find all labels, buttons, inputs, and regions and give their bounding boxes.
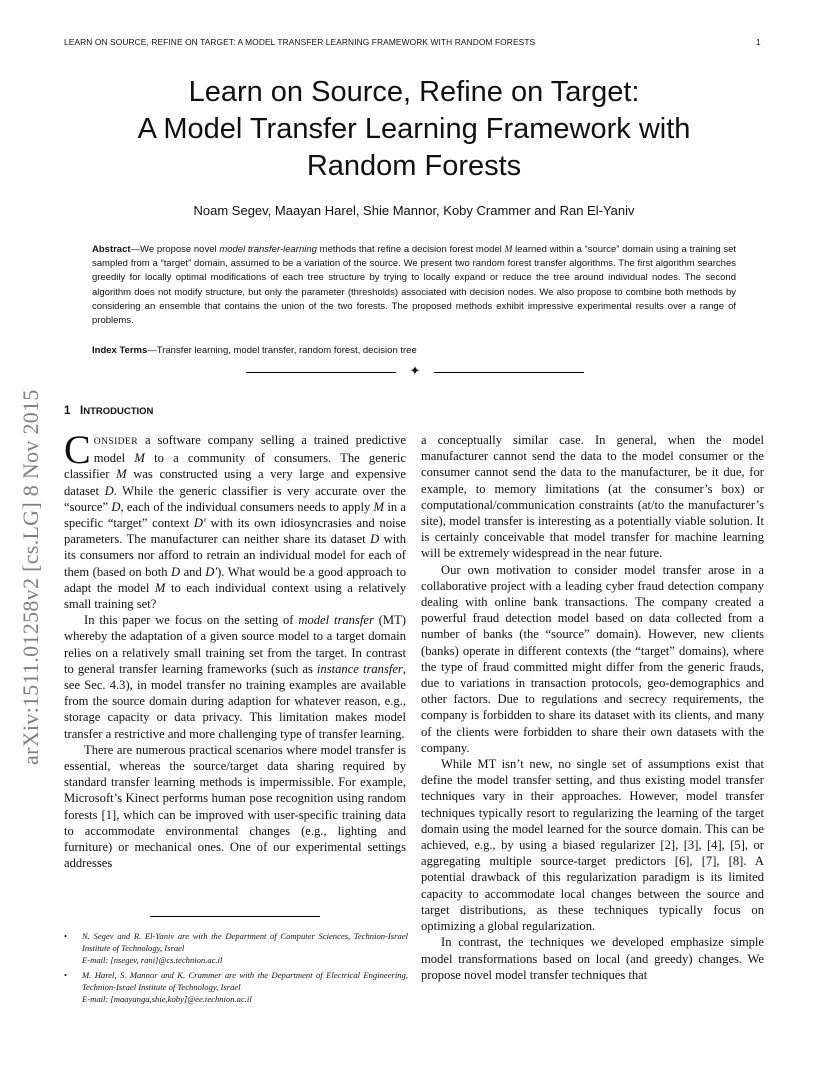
title-line-1: Learn on Source, Refine on Target: bbox=[188, 76, 640, 108]
footnote-affiliation: N. Segev and R. El-Yaniv are with the Department of Computer Sciences, Technion-Israel Institute of Technology, Israel bbox=[82, 931, 408, 953]
running-head: LEARN ON SOURCE, REFINE ON TARGET: A MODEL TRANSFER LEARNING FRAMEWORK WITH RANDOM FORESTS bbox=[64, 37, 536, 47]
abstract bbox=[92, 243, 736, 328]
text-run: and bbox=[180, 564, 206, 579]
page-number: 1 bbox=[756, 37, 761, 47]
footnote-email: E-mail: [maayanga,shie,koby]@ee.technion.ac.il bbox=[82, 993, 252, 1004]
math-var: M bbox=[116, 467, 127, 482]
text-run: (MT) whereby the adaptation of a given source model to a target domain relies on a relatively small training set from the target. In contrast to general transfer learning frameworks (such as bbox=[64, 613, 406, 676]
text-run: to a community of consumers. The generic classifier bbox=[64, 451, 406, 482]
math-var: D′ bbox=[193, 516, 206, 531]
abstract-label: Abstract bbox=[92, 244, 131, 255]
paragraph: While MT isn’t new, no single set of assumptions exist that define the model transfer setting, and thus existing model transfer techniques vary in their approaches. However, model transfer techniques typically resort to regularizing the learning of the target domain using the model learned for the source domain. This can be achieved, e.g., by using a biased regularizer [2], [3], [4], [5], or aggregating multiple source-target predictors [6], [7], [8]. A potential drawback of this regularization paradigm is its limited capacity to accommodate local changes between the source and target distributions, as these techniques typically focus on optimizing a global regularization. bbox=[421, 757, 764, 934]
footnote-affiliation: M. Harel, S. Mannor and K. Crammer are with the Department of Electrical Engineering, Technion-Israel Institute of Technology, Israel bbox=[82, 970, 408, 993]
divider-line-right bbox=[434, 372, 584, 373]
text-run: ). What would be a good approach to adapt the model bbox=[64, 564, 406, 595]
section-divider bbox=[246, 365, 584, 379]
footnote-email: E-mail: [nsegev, rani]@cs.technion.ac.il bbox=[82, 954, 223, 965]
paragraph: There are numerous practical scenarios where model transfer is essential, whereas the source/target data sharing required by standard transfer learning methods is impermissible. For example, Microsoft’s Kinect performs human pose recognition using random forests [1], which can be improved with user-specific training data to accommodate environmental changes (e.g., lighting and furniture) or mechanical ones. One of our experimental settings addresses bbox=[64, 742, 406, 871]
abstract-math-var: M bbox=[504, 245, 513, 255]
index-terms bbox=[92, 345, 736, 356]
paragraph bbox=[64, 427, 407, 612]
section-number: 1 bbox=[64, 405, 71, 417]
abstract-dash: — bbox=[130, 244, 141, 255]
math-var: M bbox=[134, 451, 145, 466]
text-run: , each of the individual consumers needs to apply bbox=[120, 499, 374, 514]
text-run: In this paper we focus on the setting of bbox=[84, 613, 299, 628]
italic-term: instance transfer bbox=[316, 661, 403, 676]
text-run: to each individual context using a relatively small training set? bbox=[64, 580, 406, 612]
footnote-item bbox=[64, 970, 408, 1005]
paragraph bbox=[64, 612, 406, 742]
text-run: . While the generic classifier is very accurate over the “source” bbox=[64, 483, 406, 514]
divider-line-left bbox=[246, 372, 396, 373]
paragraph: a conceptually similar case. In general, when the model manufacturer cannot send the data to the model consumer or the consumer cannot send the data to the manufacturer, be it due, for example, to memory limitations (at the consumer’s box) or computational/communication constraints (at/to the manufacturer’s site), model transfer is interesting as a potentially viable solution. It is certainly conceivable that model transfer for machine learning will be extremely widespread in the near future. bbox=[421, 433, 764, 561]
text-run: with its consumers nor afford to retrain an individual model for each of them (based on both bbox=[64, 532, 406, 579]
drop-cap: C bbox=[64, 427, 91, 472]
title-line-3: Random Forests bbox=[306, 150, 522, 182]
text-run: with its own idiosyncrasies and noise parameters. The manufacturer can neither share its dataset bbox=[64, 516, 406, 547]
text-run: in a specific “target” context bbox=[64, 499, 406, 531]
right-column bbox=[421, 432, 764, 983]
footnote-rule bbox=[150, 916, 320, 917]
math-var: D bbox=[370, 532, 380, 547]
small-caps-word: ONSIDER bbox=[93, 436, 139, 447]
author-list: Noam Segev, Maayan Harel, Shie Mannor, Koby Crammer and Ran El-Yaniv bbox=[193, 203, 635, 218]
footnotes bbox=[64, 931, 408, 1010]
paragraph: In contrast, the techniques we developed emphasize simple model transformations based on local (and greedy) changes. We propose novel model transfer techniques that bbox=[421, 935, 764, 982]
section-heading-introduction bbox=[64, 405, 153, 417]
abstract-text-mid: methods that refine a decision forest model bbox=[316, 244, 505, 255]
bullet-icon: • bbox=[64, 970, 68, 981]
abstract-text-pre: We propose novel bbox=[140, 244, 220, 255]
section-title-rest: NTRODUCTION bbox=[83, 406, 154, 417]
math-var: D bbox=[170, 564, 181, 579]
section-title-initial: I bbox=[80, 405, 84, 417]
math-var: D bbox=[104, 483, 114, 498]
math-var: D′ bbox=[205, 564, 218, 579]
arxiv-stamp: arXiv:1511.01258v2 [cs.LG] 8 Nov 2015 bbox=[18, 389, 43, 765]
text-run: was constructed using a very large and expensive dataset bbox=[64, 467, 407, 498]
math-var: M bbox=[373, 499, 385, 514]
bullet-icon: • bbox=[64, 931, 68, 941]
footnote-item bbox=[64, 931, 408, 966]
paragraph: Our own motivation to consider model transfer arose in a collaborative project with a leading cyber fraud detection company dealing with online bank transactions. The company created a powerful fraud detection model based on data collected from a number of banks (the “source” domain). However, new clients (banks) operate in different contexts (the “target” domains), where the type of fraud committed might differ from the generic frauds, due to variations in transaction protocols, geo-demographics and other factors. Due to regulations and secrecy requirements, the company is forbidden to share its dataset with its clients, and many of the clients were forbidden to share their own datasets with the company. bbox=[421, 562, 764, 755]
index-terms-label: Index Terms bbox=[92, 345, 148, 356]
divider-star-icon: ✦ bbox=[409, 363, 421, 378]
math-var: M bbox=[154, 580, 166, 595]
text-run: , see Sec. 4.3), in model transfer no training examples are available from the source domain during adaption for whatever reason, e.g., storage capacity or data privacy. This limitation makes model transfer a restrictive and more challenging type of transfer learning. bbox=[64, 661, 406, 741]
abstract-italic-term: model transfer-learning bbox=[219, 244, 317, 255]
title-line-2: A Model Transfer Learning Framework with bbox=[137, 113, 691, 145]
text-run: a software company selling a trained predictive model bbox=[93, 433, 406, 466]
italic-term: model transfer bbox=[298, 613, 374, 628]
abstract-text-post: learned within a “source” domain using a training set sampled from a “target” domain, assumed to be a variation of the source. We present two random forest transfer algorithms. The first algorithm searches greedily for locally optimal modifications of each tree structure by trying to locally expand or reduce the tree around individual nodes. The second algorithm does not modify structure, but only the parameter (thresholds) associated with decision nodes. We also propose to combine both methods by considering an ensemble that contains the union of the two forests. The proposed methods exhibit impressive experimental results over a range of problems. bbox=[92, 244, 737, 327]
left-column bbox=[64, 427, 407, 871]
paper-title bbox=[64, 74, 764, 185]
index-terms-text: —Transfer learning, model transfer, random forest, decision tree bbox=[147, 345, 417, 356]
math-var: D bbox=[111, 499, 121, 514]
